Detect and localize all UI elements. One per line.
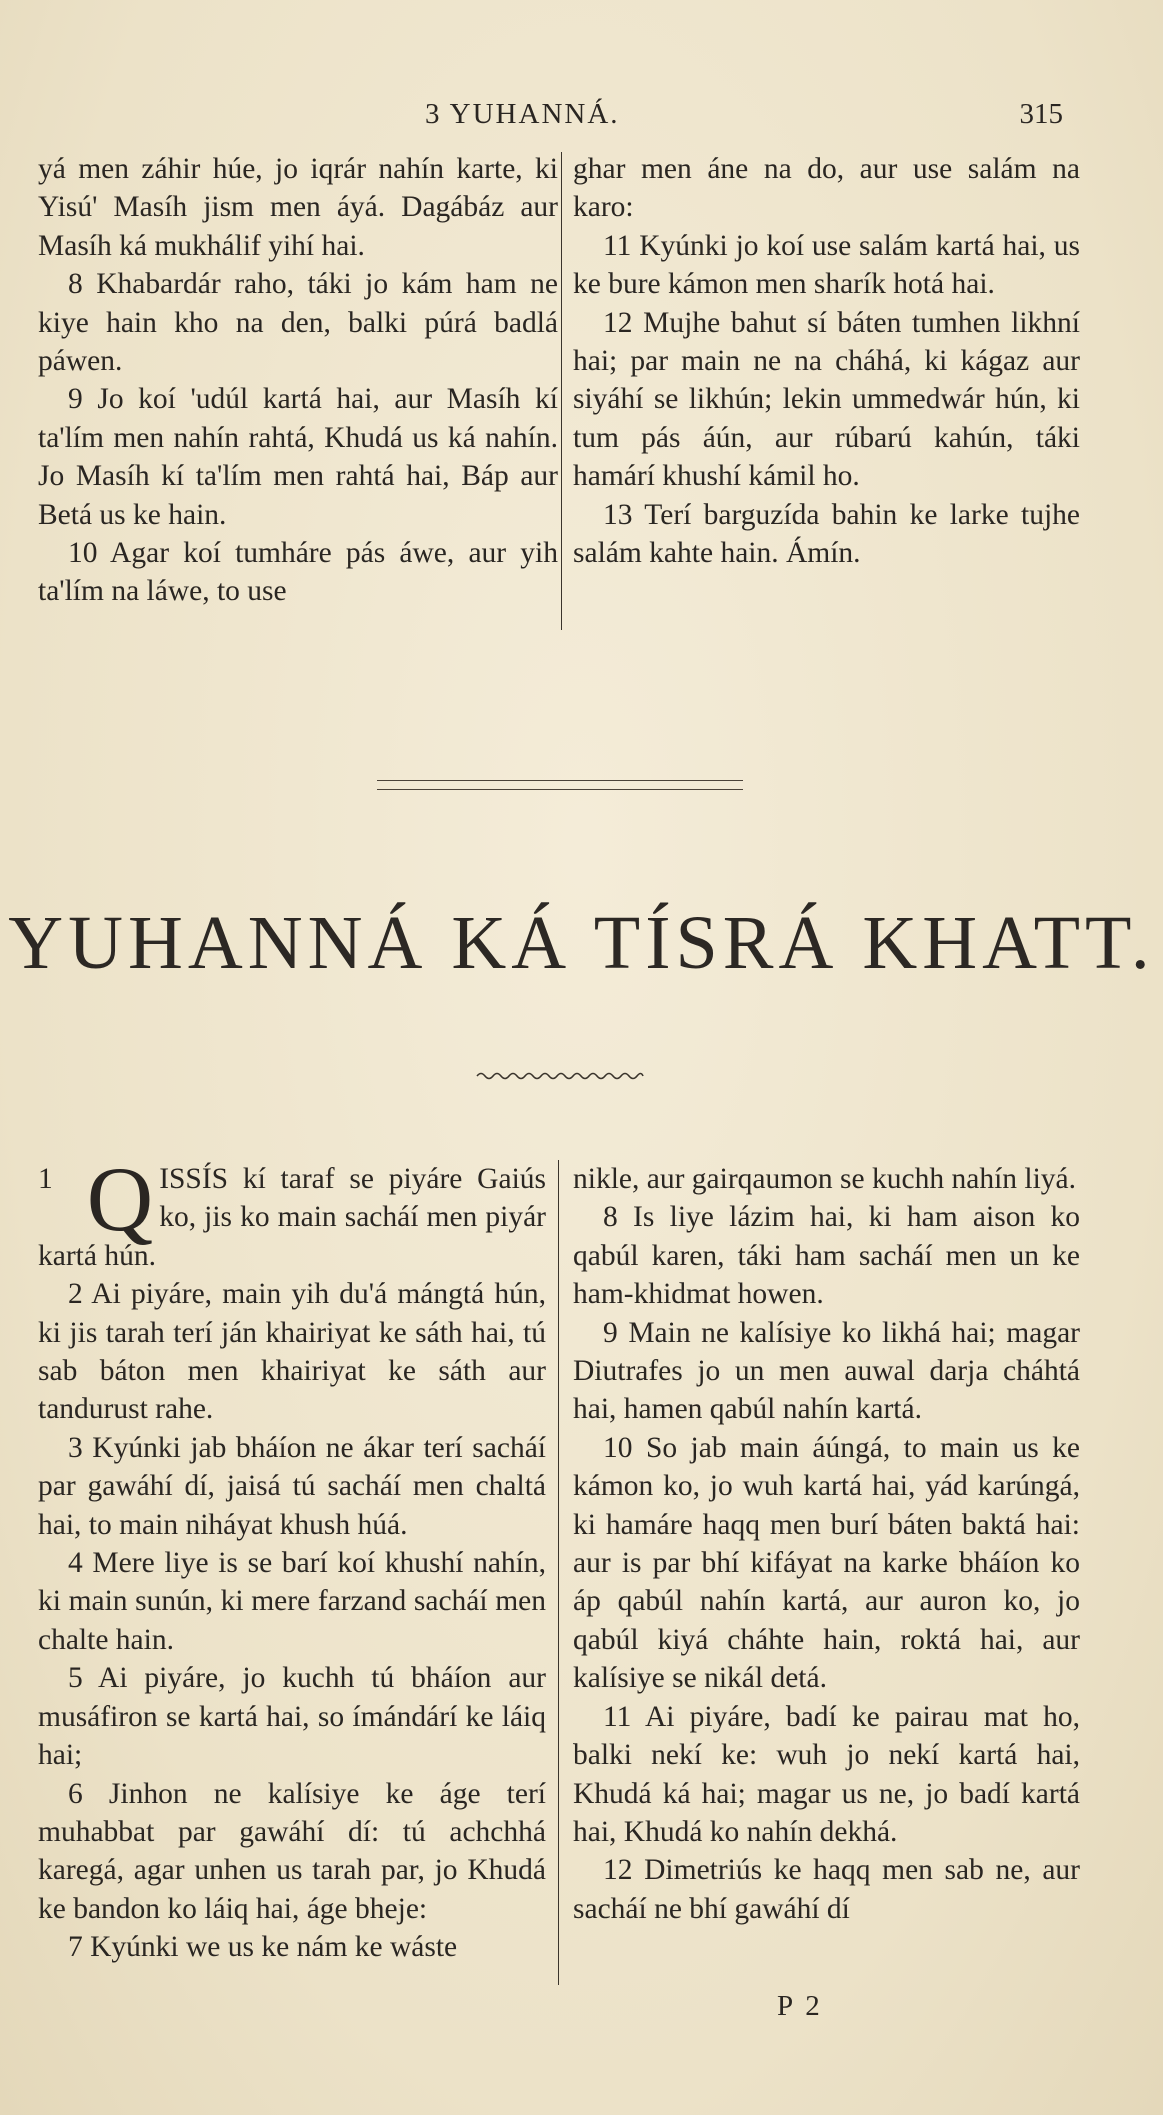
verse-text: ISSÍS kí taraf se piyáre Gaiús ko, jis ko main sacháí men piyár kartá hún. bbox=[38, 1163, 546, 1272]
verse-paragraph: 12 Dimetriús ke haqq men sab ne, aur sacháí ne bhí gawáhí dí bbox=[573, 1854, 1080, 1925]
column-divider bbox=[558, 1160, 559, 1985]
verse-paragraph: 8 Is liye lázim hai, ki ham aison ko qabúl karen, táki ham sacháí men un ke ham-khidmat howen. bbox=[573, 1201, 1080, 1311]
verse-paragraph: 5 Ai piyáre, jo kuchh tú bháíon aur musáfiron se kartá hai, so ímándárí ke láiq hai; bbox=[38, 1662, 546, 1772]
paragraph: ghar men áne na do, aur use salám na karo: bbox=[573, 153, 1080, 224]
verse-paragraph: 9 Jo koí 'udúl kartá hai, aur Masíh kí ta'lím men nahín rahtá, Khudá us ká nahín. Jo Masíh kí ta'lím men rahtá hai, Báp aur Betá us ke hain. bbox=[38, 383, 558, 531]
section-divider-rule bbox=[377, 780, 743, 790]
running-head bbox=[0, 98, 1163, 138]
verse-paragraph: 8 Khabardár raho, táki jo kám ham ne kiye hain kho na den, balki púrá badlá páwen. bbox=[38, 268, 558, 378]
verse-paragraph: 13 Terí barguzída bahin ke larke tujhe salám kahte hain. Ámín. bbox=[573, 498, 1080, 570]
verse-number: 1 bbox=[38, 1163, 53, 1195]
verse-paragraph: 10 Agar koí tumháre pás áwe, aur yih ta'lím na láwe, to use bbox=[38, 537, 558, 608]
upper-right-column bbox=[573, 150, 1080, 572]
upper-left-column bbox=[38, 150, 558, 611]
page-number: 315 bbox=[1019, 98, 1063, 130]
lower-left-column bbox=[38, 1148, 546, 1967]
column-divider bbox=[561, 152, 562, 630]
signature-mark: P 2 bbox=[777, 1990, 823, 2022]
verse-paragraph: 7 Kyúnki we us ke nám ke wáste bbox=[68, 1931, 458, 1964]
running-head-title: 3 YUHANNÁ. bbox=[425, 98, 620, 130]
verse-paragraph: 6 Jinhon ne kalísiye ke áge terí muhabbat par gawáhí dí: tú achchhá karegá, agar unhen us tarah par, jo Khudá ke bandon ko láiq hai, áge bheje: bbox=[38, 1777, 546, 1925]
verse-1-paragraph bbox=[38, 1148, 546, 1275]
verse-paragraph: 9 Main ne kalísiye ko likhá hai; magar Diutrafes jo un men auwal darja cháhtá hai, hamen qabúl nahín kartá. bbox=[573, 1316, 1080, 1426]
verse-paragraph: 12 Mujhe bahut sí báten tumhen likhní hai; par main ne na cháhá, ki kágaz aur siyáhí se likhún; lekin ummedwár hún, ki tum pás áún, aur rúbarú kahún, táki hamárí khushí kámil ho. bbox=[573, 306, 1080, 493]
verse-paragraph: 2 Ai piyáre, main yih du'á mángtá hún, ki jis tarah terí ján khairiyat ke sáth hai, tú sab báton men khairiyat ke sáth aur tandurust rahe. bbox=[38, 1278, 546, 1426]
lower-right-column bbox=[573, 1160, 1080, 1928]
verse-paragraph: 11 Kyúnki jo koí use salám kartá hai, us ke bure kámon men sharík hotá hai. bbox=[573, 229, 1080, 301]
wavy-ornament bbox=[475, 1070, 645, 1082]
book-heading: YUHANNÁ KÁ TÍSRÁ KHATT. bbox=[8, 901, 1155, 985]
verse-paragraph: 11 Ai piyáre, badí ke pairau mat ho, balki nekí ke: wuh jo nekí kartá hai, Khudá ká hai; magar us ne, jo badí kartá hai, Khudá ko nahín dekhá. bbox=[573, 1700, 1080, 1848]
paragraph: yá men záhir húe, jo iqrár nahín karte, ki Yisú' Masíh jism men áyá. Dagábáz aur Masíh ká mukhálif yihí hai. bbox=[38, 153, 558, 262]
verse-paragraph: 4 Mere liye is se barí koí khushí nahín, ki main sunún, ki mere farzand sacháí men chalte hain. bbox=[38, 1547, 546, 1656]
drop-cap: Q bbox=[86, 1148, 154, 1250]
paragraph: nikle, aur gairqaumon se kuchh nahín liyá. bbox=[573, 1163, 1076, 1195]
verse-paragraph: 3 Kyúnki jab bháíon ne ákar terí sacháí par gawáhí dí, jaisá tú sacháí men chaltá hai, to main niháyat khush húá. bbox=[38, 1431, 546, 1541]
verse-paragraph: 10 So jab main áúngá, to main us ke kámon ko, jo wuh kartá hai, yád karúngá, ki hamáre haqq men burí báten baktá hai: aur is par bhí kifáyat na karke bháíon ko áp qabúl nahín kartá, aur auron ko, jo qabúl kiyá cháhte hain, roktá hai, aur kalísiye se nikál detá. bbox=[573, 1431, 1080, 1695]
